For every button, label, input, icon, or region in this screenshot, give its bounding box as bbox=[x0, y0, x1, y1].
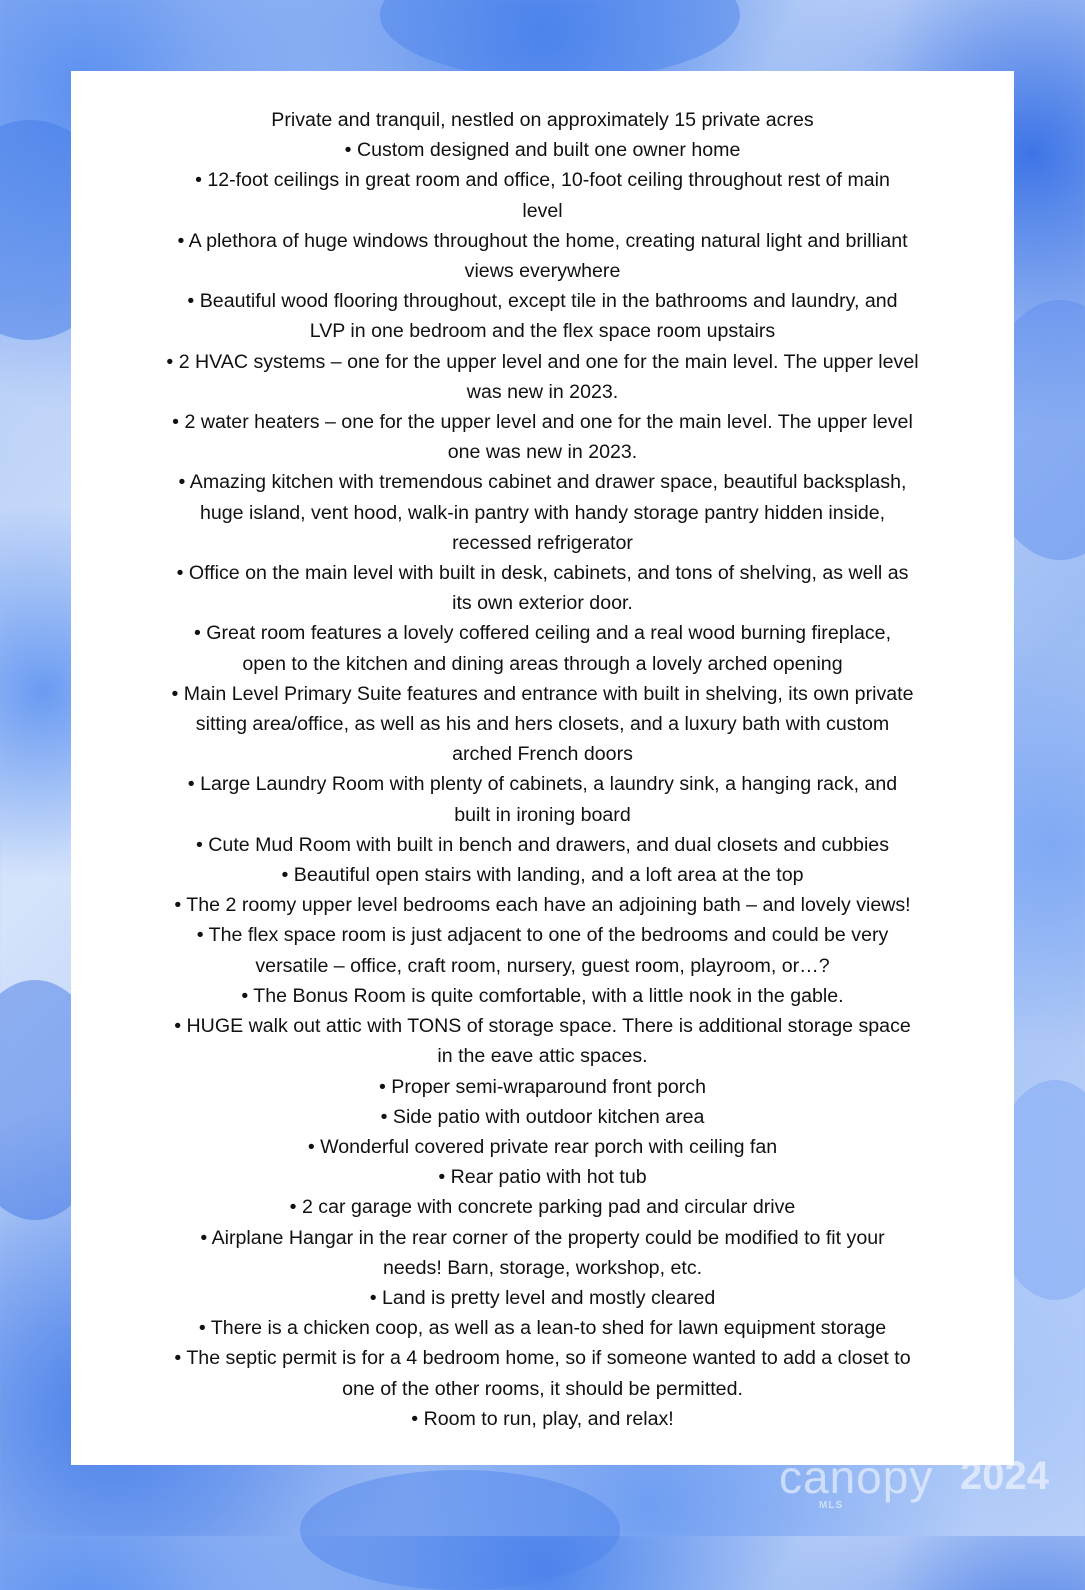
document-line: huge island, vent hood, walk-in pantry with handy storage pantry hidden inside, bbox=[199, 501, 886, 524]
document-line: • HUGE walk out attic with TONS of storage space. There is additional storage space bbox=[174, 1015, 911, 1038]
document-line: • Land is pretty level and mostly cleared bbox=[369, 1286, 716, 1309]
document-line: • Side patio with outdoor kitchen area bbox=[380, 1105, 705, 1128]
document-line: in the eave attic spaces. bbox=[437, 1045, 648, 1068]
document-line: • Office on the main level with built in desk, cabinets, and tons of shelving, as well as bbox=[176, 562, 909, 585]
document-line: Private and tranquil, nestled on approximately 15 private acres bbox=[271, 109, 814, 131]
document-line: versatile – office, craft room, nursery, guest room, playroom, or…? bbox=[255, 954, 830, 977]
document-line: • Proper semi-wraparound front porch bbox=[378, 1075, 707, 1098]
document-line: • The septic permit is for a 4 bedroom home, so if someone wanted to add a closet to bbox=[174, 1347, 911, 1370]
document-line: • The Bonus Room is quite comfortable, with a little nook in the gable. bbox=[241, 984, 844, 1007]
watercolor-blob bbox=[300, 1470, 620, 1590]
document-line: • 2 car garage with concrete parking pad and circular drive bbox=[289, 1196, 796, 1219]
document-line: its own exterior door. bbox=[452, 592, 633, 615]
document-line: • Beautiful open stairs with landing, and a loft area at the top bbox=[281, 864, 804, 887]
document-line: LVP in one bedroom and the flex space room upstairs bbox=[309, 320, 776, 343]
document-line: • Rear patio with hot tub bbox=[438, 1166, 647, 1189]
watermark-mls: MLS bbox=[819, 1500, 844, 1511]
document-line: • 2 water heaters – one for the upper level and one for the main level. The upper level bbox=[172, 411, 913, 434]
canopy-mls-watermark bbox=[779, 1414, 1049, 1514]
document-line: • Wonderful covered private rear porch with ceiling fan bbox=[307, 1135, 778, 1158]
document-line: • Room to run, play, and relax! bbox=[411, 1407, 674, 1430]
watercolor-blob bbox=[380, 0, 740, 80]
document-line: • Cute Mud Room with built in bench and drawers, and dual closets and cubbies bbox=[195, 833, 890, 856]
document-line: • Amazing kitchen with tremendous cabinet and drawer space, beautiful backsplash, bbox=[178, 471, 907, 494]
document-line: recessed refrigerator bbox=[452, 531, 633, 554]
document-line: • Main Level Primary Suite features and entrance with built in shelving, its own private bbox=[171, 682, 914, 705]
watermark-year: 2024 bbox=[960, 1454, 1049, 1498]
document-line: • The flex space room is just adjacent to one of the bedrooms and could be very bbox=[196, 924, 889, 947]
document-line: was new in 2023. bbox=[466, 380, 619, 403]
document-line: • The 2 roomy upper level bedrooms each have an adjoining bath – and lovely views! bbox=[174, 894, 911, 917]
document-line: • Custom designed and built one owner home bbox=[344, 139, 741, 162]
document-line: needs! Barn, storage, workshop, etc. bbox=[382, 1256, 703, 1279]
document-line: built in ironing board bbox=[454, 803, 631, 826]
document-line: • A plethora of huge windows throughout the home, creating natural light and brilliant bbox=[177, 229, 908, 252]
document-text bbox=[101, 105, 984, 1434]
document-line: • Airplane Hangar in the rear corner of the property could be modified to fit your bbox=[200, 1226, 885, 1249]
document-line: • Great room features a lovely coffered ceiling and a real wood burning fireplace, bbox=[193, 622, 892, 645]
document-line: • Large Laundry Room with plenty of cabinets, a laundry sink, a hanging rack, and bbox=[187, 773, 898, 796]
document-line: one was new in 2023. bbox=[447, 441, 638, 464]
document-line: views everywhere bbox=[464, 260, 621, 283]
watermark-for-sale: For Sale bbox=[869, 1414, 1011, 1456]
document-line: level bbox=[522, 199, 563, 222]
document-line: • Beautiful wood flooring throughout, except tile in the bathrooms and laundry, and bbox=[187, 290, 898, 313]
document-line: • 2 HVAC systems – one for the upper level and one for the main level. The upper level bbox=[166, 350, 919, 373]
document-line: • There is a chicken coop, as well as a lean-to shed for lawn equipment storage bbox=[198, 1317, 887, 1340]
document-line: sitting area/office, as well as his and hers closets, and a luxury bath with custom bbox=[195, 713, 890, 736]
document-line: • 12-foot ceilings in great room and office, 10-foot ceiling throughout rest of main bbox=[195, 169, 890, 192]
watermark-brand: canopy bbox=[779, 1451, 934, 1503]
document-line: one of the other rooms, it should be permitted. bbox=[342, 1377, 743, 1400]
document-line: open to the kitchen and dining areas through a lovely arched opening bbox=[242, 652, 843, 675]
document-line: arched French doors bbox=[452, 743, 633, 766]
document-page bbox=[71, 71, 1014, 1465]
